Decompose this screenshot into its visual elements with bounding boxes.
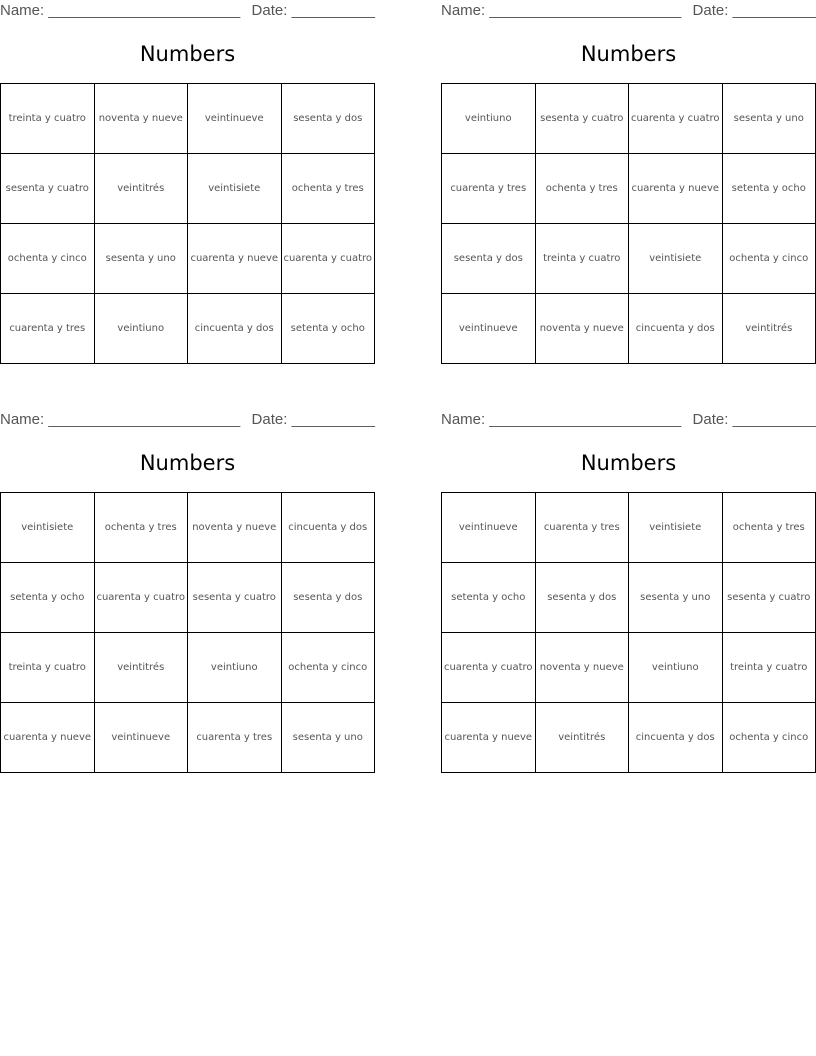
grid-cell: veintiuno <box>188 633 282 703</box>
card-title: Numbers <box>139 451 236 475</box>
grid-cell: cuarenta y tres <box>188 703 282 773</box>
grid-cell: sesenta y cuatro <box>188 563 282 633</box>
grid-cell: veintiuno <box>442 84 536 154</box>
grid-cell: cincuenta y dos <box>629 294 723 364</box>
grid-cell: veintitrés <box>94 633 188 703</box>
bingo-card-4 <box>441 409 816 773</box>
grid-row <box>442 154 816 224</box>
grid-cell: cuarenta y cuatro <box>281 224 375 294</box>
grid-cell: sesenta y dos <box>442 224 536 294</box>
grid-cell: sesenta y cuatro <box>535 84 629 154</box>
grid-cell: sesenta y uno <box>94 224 188 294</box>
grid-cell: veintitrés <box>722 294 816 364</box>
grid-row <box>442 224 816 294</box>
grid-row <box>1 493 375 563</box>
grid-cell: sesenta y cuatro <box>722 563 816 633</box>
grid-cell: noventa y nueve <box>94 84 188 154</box>
grid-cell: sesenta y uno <box>629 563 723 633</box>
card-title: Numbers <box>580 451 677 475</box>
grid-cell: cincuenta y dos <box>188 294 282 364</box>
grid-cell: cincuenta y dos <box>629 703 723 773</box>
grid-cell: sesenta y dos <box>535 563 629 633</box>
grid-cell: veintiuno <box>629 633 723 703</box>
card-header <box>0 0 375 22</box>
grid-cell: cuarenta y cuatro <box>94 563 188 633</box>
grid-cell: ochenta y tres <box>722 493 816 563</box>
grid-cell: cincuenta y dos <box>281 493 375 563</box>
grid-cell: veintisiete <box>629 493 723 563</box>
grid-cell: cuarenta y cuatro <box>629 84 723 154</box>
grid-cell: veintinueve <box>442 493 536 563</box>
date-field[interactable]: Date: __________ <box>251 2 375 19</box>
grid-row <box>1 224 375 294</box>
name-field[interactable]: Name: _______________________ <box>441 2 682 19</box>
grid-cell: ochenta y tres <box>281 154 375 224</box>
grid-row <box>1 154 375 224</box>
grid-row <box>1 633 375 703</box>
bingo-grid <box>441 492 816 773</box>
card-header <box>0 409 375 431</box>
grid-cell: veintisiete <box>188 154 282 224</box>
grid-row <box>442 633 816 703</box>
grid-cell: veintisiete <box>629 224 723 294</box>
card-title: Numbers <box>580 42 677 66</box>
grid-cell: setenta y ocho <box>722 154 816 224</box>
grid-cell: ochenta y cinco <box>722 224 816 294</box>
grid-cell: sesenta y dos <box>281 84 375 154</box>
bingo-grid <box>0 83 375 364</box>
grid-cell: noventa y nueve <box>188 493 282 563</box>
grid-cell: cuarenta y nueve <box>188 224 282 294</box>
grid-cell: ochenta y cinco <box>281 633 375 703</box>
grid-row <box>442 493 816 563</box>
name-field[interactable]: Name: _______________________ <box>0 2 241 19</box>
date-field[interactable]: Date: __________ <box>692 2 816 19</box>
grid-cell: noventa y nueve <box>535 294 629 364</box>
grid-cell: veintinueve <box>94 703 188 773</box>
grid-row <box>442 294 816 364</box>
grid-cell: setenta y ocho <box>1 563 95 633</box>
name-field[interactable]: Name: _______________________ <box>441 411 682 428</box>
grid-cell: cuarenta y nueve <box>442 703 536 773</box>
grid-cell: ochenta y cinco <box>1 224 95 294</box>
grid-cell: cuarenta y nueve <box>629 154 723 224</box>
grid-cell: cuarenta y tres <box>1 294 95 364</box>
grid-cell: sesenta y uno <box>281 703 375 773</box>
name-field[interactable]: Name: _______________________ <box>0 411 241 428</box>
bingo-card-1 <box>0 0 375 364</box>
grid-cell: veintisiete <box>1 493 95 563</box>
grid-cell: ochenta y cinco <box>722 703 816 773</box>
grid-row <box>1 294 375 364</box>
bingo-grid <box>441 83 816 364</box>
card-header <box>441 0 816 22</box>
date-field[interactable]: Date: __________ <box>251 411 375 428</box>
card-header <box>441 409 816 431</box>
grid-row <box>442 563 816 633</box>
card-title: Numbers <box>139 42 236 66</box>
grid-cell: veintitrés <box>94 154 188 224</box>
grid-cell: veintiuno <box>94 294 188 364</box>
bingo-card-3 <box>0 409 375 773</box>
grid-cell: treinta y cuatro <box>1 633 95 703</box>
grid-cell: sesenta y uno <box>722 84 816 154</box>
grid-cell: veintinueve <box>188 84 282 154</box>
grid-cell: sesenta y cuatro <box>1 154 95 224</box>
grid-cell: veintitrés <box>535 703 629 773</box>
grid-cell: ochenta y tres <box>94 493 188 563</box>
grid-cell: veintinueve <box>442 294 536 364</box>
grid-cell: cuarenta y tres <box>442 154 536 224</box>
bingo-grid <box>0 492 375 773</box>
grid-cell: cuarenta y nueve <box>1 703 95 773</box>
grid-cell: sesenta y dos <box>281 563 375 633</box>
grid-cell: treinta y cuatro <box>722 633 816 703</box>
grid-cell: cuarenta y tres <box>535 493 629 563</box>
grid-cell: noventa y nueve <box>535 633 629 703</box>
grid-cell: treinta y cuatro <box>1 84 95 154</box>
grid-row <box>442 703 816 773</box>
grid-cell: setenta y ocho <box>442 563 536 633</box>
grid-cell: cuarenta y cuatro <box>442 633 536 703</box>
grid-row <box>442 84 816 154</box>
date-field[interactable]: Date: __________ <box>692 411 816 428</box>
grid-cell: ochenta y tres <box>535 154 629 224</box>
grid-cell: treinta y cuatro <box>535 224 629 294</box>
bingo-card-2 <box>441 0 816 364</box>
grid-row <box>1 563 375 633</box>
grid-row <box>1 84 375 154</box>
grid-row <box>1 703 375 773</box>
grid-cell: setenta y ocho <box>281 294 375 364</box>
